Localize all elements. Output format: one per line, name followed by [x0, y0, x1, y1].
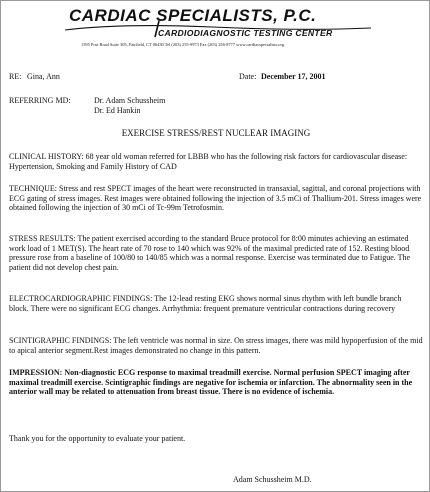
- company-name: CARDIAC SPECIALISTS, P.C.: [69, 6, 317, 25]
- signature: Adam Schussheim M.D.: [233, 475, 312, 484]
- scintigraphic-findings: SCINTIGRAPHIC FINDINGS: The left ventricle was normal in size. On stress images, there was mild hypoperfusion of the mid to apical anterior segment.Rest images demonstrated no change in this pattern.: [9, 336, 423, 355]
- re-label: RE:: [9, 72, 22, 81]
- referring-physician-1: Dr. Adam Schussheim: [94, 96, 166, 105]
- ecg-findings: ELECTROCARDIOGRAPHIC FINDINGS: The 12-lead resting EKG shows normal sinus rhythm with left bundle branch block. There were no significant ECG changes. Arrhythmia: frequent premature ventricular contractions during recovery: [9, 294, 402, 313]
- company-address: 1395 Post Road Suite 305, Fairfield, CT 06430 Tel (203) 255-9973 Fax (203) 256-8777 www.cardiacspecialists.org: [81, 42, 285, 47]
- date-label: Date:: [239, 72, 257, 81]
- stress-results: STRESS RESULTS: The patient exercised according to the standard Bruce protocol for 8:00 minutes achieving an estimated work load of 1 MET(S). The heart rate of 70 rose to 140 which was 92% of the maximal predicted rate of 152. Resting blood pressure rose from a baseline of 100/80 to 140/85 which was a normal response. Exercise was terminated due to Fatigue. The patient did not develop chest pain.: [9, 234, 411, 273]
- impression: IMPRESSION: Non-diagnostic ECG response to maximal treadmill exercise. Normal perfusion SPECT imaging after maximal treadmill exercise. Scintigraphic findings are negative for ischemia or infarction. The abnormality seen in the anterior wall may be related to attenuation from breast tissue. There is no evidence of ischemia.: [9, 368, 413, 397]
- referring-physician-2: Dr. Ed Hankin: [94, 106, 141, 115]
- technique: TECHNIQUE: Stress and rest SPECT images of the heart were reconstructed in transaxial, sagittal, and coronal projections with ECG gating of stress images. Rest images were obtained following the injection of 3.5 mCi of Thallium-201. Stress images were obtained following the injection of 30 mCi of Tc-99m Tetrofosmin.: [9, 184, 422, 213]
- report-title: EXERCISE STRESS/REST NUCLEAR IMAGING: [121, 128, 311, 138]
- closing-statement: Thank you for the opportunity to evaluate your patient.: [9, 434, 186, 443]
- patient-name: Gina, Ann: [27, 72, 60, 81]
- department-name: CARDIODIAGNOSTIC TESTING CENTER: [158, 28, 333, 38]
- referring-md-label: REFERRING MD:: [9, 96, 71, 105]
- clinical-history: CLINICAL HISTORY: 68 year old woman referred for LBBB who has the following risk factors for cardiovascular disease: Hypertension, Smoking and Family History of CAD: [9, 152, 408, 171]
- report-date: December 17, 2001: [261, 72, 326, 81]
- letterhead: [63, 7, 373, 53]
